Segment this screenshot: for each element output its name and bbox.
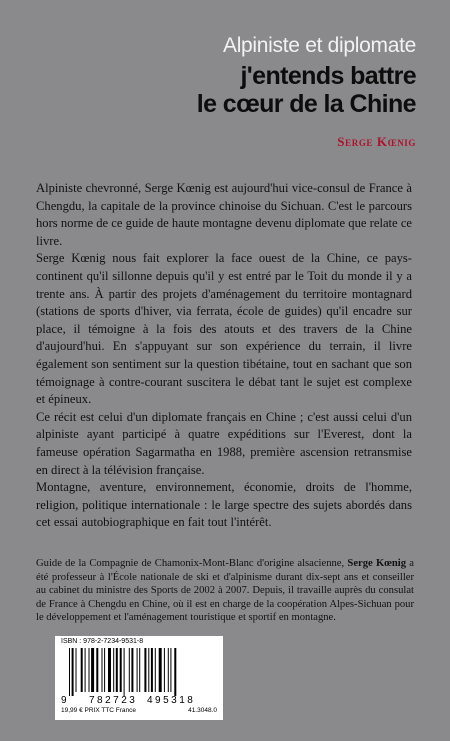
barcode-bar: [144, 648, 146, 692]
barcode-bar: [164, 648, 165, 692]
product-code: 41.3048.0: [188, 707, 217, 714]
barcode-bar: [96, 648, 98, 692]
title-line-2: le cœur de la Chine: [196, 90, 416, 118]
barcode-bar: [168, 648, 169, 692]
barcode-bar: [108, 648, 111, 692]
barcode-bar: [89, 648, 90, 692]
barcode-bar: [151, 648, 153, 692]
price-line: [61, 707, 217, 714]
title-line-1: j'entends battre: [240, 62, 416, 90]
bio-rest: a été professeur à l'École nationale de ski et d'alpinisme durant dix-sept ans et conseiller au cabinet du ministre des Sports de 2002 à 2007. Depuis, il travaille auprès du consulat de France à Chengdu en Chine, où il est en charge de la coopération Alpes-Sichuan pour le développement et l'aménagement touristique et sportif en montagne.: [36, 558, 414, 624]
price-text: 19,99 € PRIX TTC France: [61, 707, 137, 714]
barcode-bar: [170, 648, 171, 692]
barcode-bar: [131, 648, 133, 692]
blurb-paragraph-4: Montagne, aventure, environnement, économie, droits de l'homme, religion, politique internationale : le large spectre des sujets abordés dans cet essai autobiographique en fait tout l'intérêt.: [36, 480, 412, 530]
barcode-bar: [174, 648, 176, 696]
barcode-bar: [120, 648, 122, 692]
blurb-paragraph-3: Ce récit est celui d'un diplomate français en Chine ; c'est aussi celui d'un alpiniste ayant participé à quatre expéditions sur l'Everest, dont la fameuse opération Sagarmatha en 1988, première ascension retransmise en direct à la télévision française.: [36, 409, 412, 477]
book-title: [197, 62, 416, 118]
barcode-bar: [116, 648, 118, 692]
barcode-bar: [72, 648, 74, 696]
cover-header: [0, 0, 450, 160]
back-cover-blurb: [36, 180, 412, 532]
bio-intro: Guide de la Compagnie de Chamonix-Mont-Blanc d'origine alsacienne,: [36, 558, 345, 569]
barcode-bar: [159, 648, 162, 692]
author-name: Serge Kœnig: [337, 134, 416, 149]
blurb-paragraph-1: Alpiniste chevronné, Serge Kœnig est aujourd'hui vice-consul de France à Chengdu, la capitale de la province chinoise du Sichuan. C'est le parcours hors norme de ce guide de haute montagne devenu diplomate que relate ce livre.: [36, 181, 412, 248]
barcode-bar: [113, 648, 114, 692]
book-subtitle: Alpiniste et diplomate: [222, 34, 416, 57]
barcode-bar: [139, 648, 140, 692]
barcode-bar: [76, 648, 77, 692]
barcode-bar: [148, 648, 149, 692]
blurb-paragraph-2: Serge Kœnig nous fait explorer la face ouest de la Chine, ce pays-continent qu'il sillonne depuis qu'il y est entré par le Toit du monde il y a trente ans. À partir des projets d'aménagement du territoire montagnard (stations de sports d'hiver, via ferrata, école de guides) qu'il encadre sur place, il témoigne à la fois des atouts et des travers de la Chine d'aujourd'hui. En s'appuyant sur son expérience du terrain, il livre également son sentiment sur la question tibétaine, tout en sachant que son témoignage à contre-courant suscitera le débat tant le sujet est complexe et épineux.: [36, 251, 412, 407]
barcode-bar: [102, 648, 103, 692]
barcode-bar: [124, 648, 125, 696]
isbn-text: ISBN : 978-2-7234-9531-8: [61, 638, 144, 645]
barcode-digit-first: 9: [61, 695, 67, 706]
barcode-digits-right: 495318: [147, 695, 196, 706]
barcode-bar: [69, 648, 70, 696]
barcode-bar: [91, 648, 94, 692]
author-bio: [36, 557, 414, 625]
barcode-bar: [137, 648, 138, 692]
barcode-bar: [81, 648, 83, 692]
barcode-bar: [85, 648, 86, 692]
barcode-bar: [104, 648, 105, 692]
barcode-bar: [129, 648, 130, 692]
barcode-label: [55, 636, 223, 720]
barcode-bar: [155, 648, 156, 692]
barcode-digits-left: 782723: [89, 695, 138, 706]
bio-author-name: Serge Kœnig: [347, 558, 407, 569]
